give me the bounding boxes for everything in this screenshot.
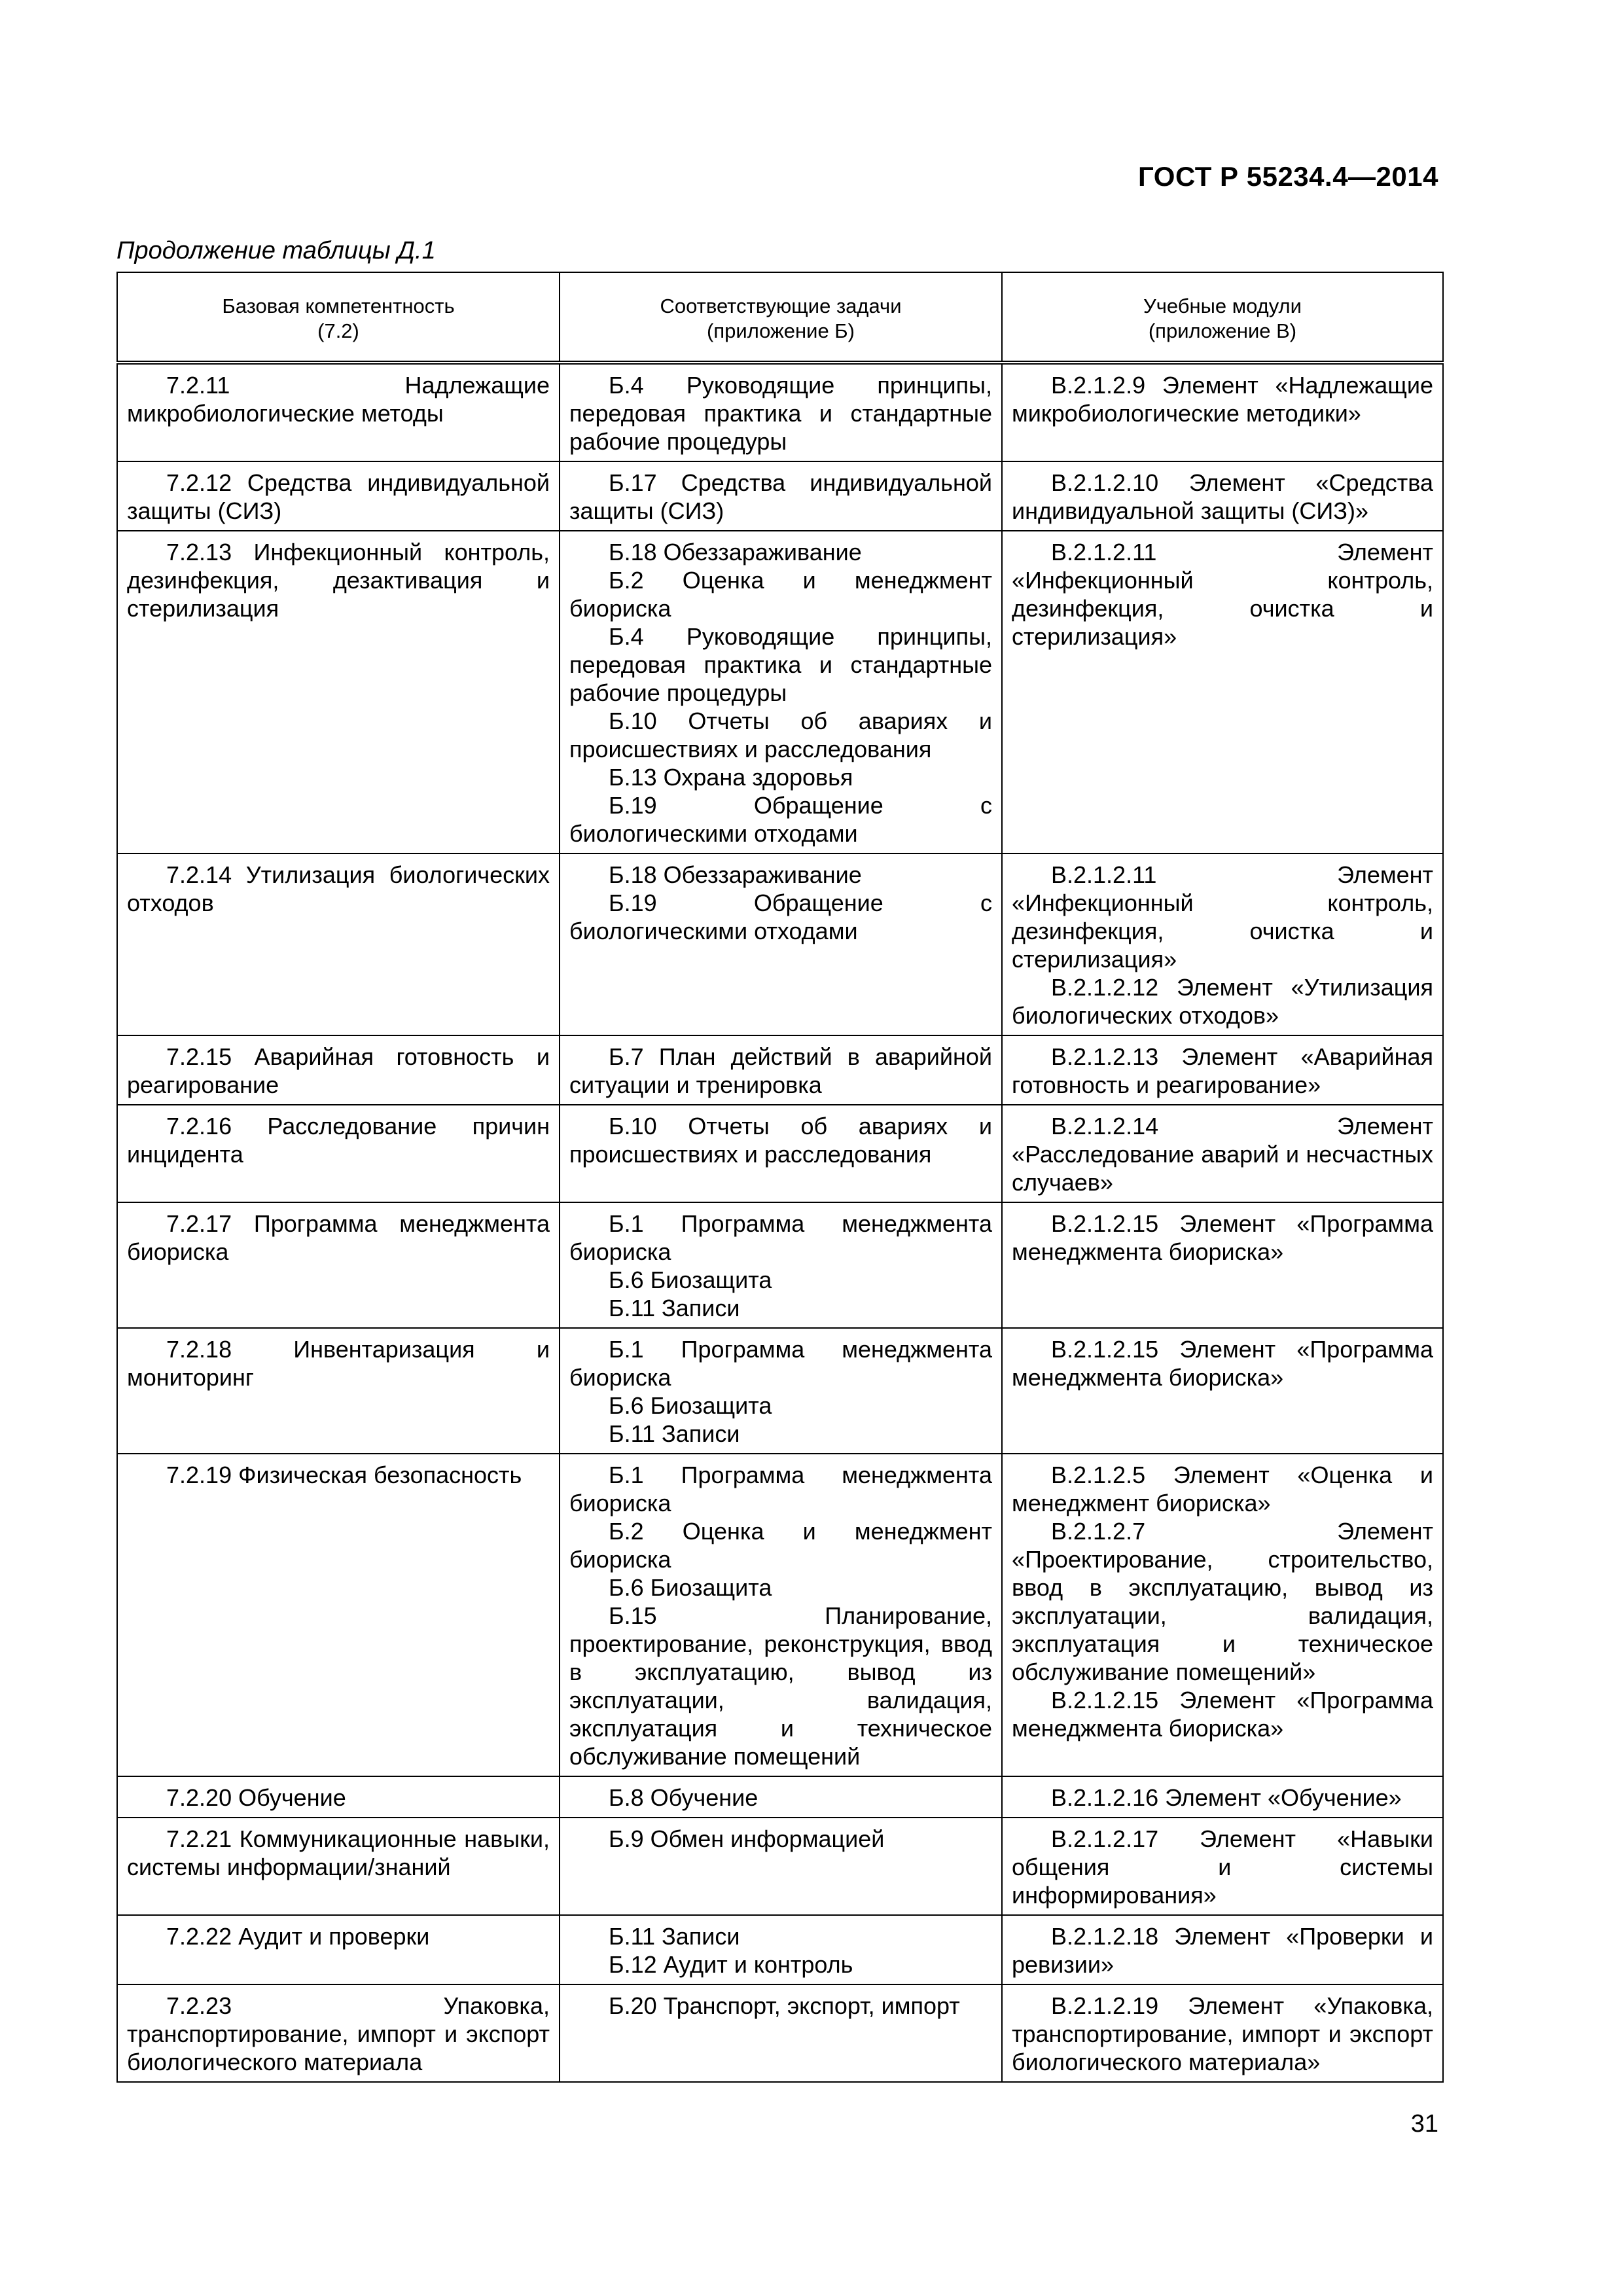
cell-paragraph: В.2.1.2.7 Элемент «Проектирование, строительство, ввод в эксплуатацию, вывод из эксплуатации, валидация, эксплуатация и техническое обслуживание помещений» bbox=[1012, 1518, 1433, 1685]
header-line: Учебные модули bbox=[1143, 295, 1302, 317]
competence-cell bbox=[117, 1202, 560, 1328]
tasks-cell bbox=[560, 1035, 1002, 1105]
tasks-cell bbox=[560, 1105, 1002, 1202]
cell-paragraph: Б.6 Биозащита bbox=[609, 1574, 772, 1601]
cell-paragraph: 7.2.18 Инвентаризация и мониторинг bbox=[127, 1336, 550, 1391]
cell-paragraph: Б.11 Записи bbox=[609, 1420, 740, 1447]
cell-paragraph: 7.2.14 Утилизация биологических отходов bbox=[127, 861, 550, 916]
competence-cell bbox=[117, 1818, 560, 1915]
cell-paragraph: Б.19 Обращение с биологическими отходами bbox=[569, 889, 992, 944]
cell-paragraph: 7.2.13 Инфекционный контроль, дезинфекция, дезактивация и стерилизация bbox=[127, 539, 550, 622]
cell-paragraph: Б.17 Средства индивидуальной защиты (СИЗ) bbox=[569, 469, 992, 524]
cell-paragraph: 7.2.23 Упаковка, транспортирование, импорт и экспорт биологического материала bbox=[127, 1992, 550, 2075]
tasks-cell bbox=[560, 1454, 1002, 1776]
table-row bbox=[117, 461, 1443, 531]
cell-paragraph: Б.4 Руководящие принципы, передовая практика и стандартные рабочие процедуры bbox=[569, 372, 992, 455]
cell-paragraph: В.2.1.2.15 Элемент «Программа менеджмента биориска» bbox=[1012, 1687, 1433, 1742]
document-standard-title: ГОСТ Р 55234.4—2014 bbox=[1138, 161, 1438, 192]
table-row bbox=[117, 1776, 1443, 1818]
header-line: (приложение Б) bbox=[707, 319, 855, 342]
header-training-modules bbox=[1002, 272, 1443, 363]
modules-cell bbox=[1002, 1035, 1443, 1105]
header-line: (приложение В) bbox=[1148, 319, 1297, 342]
cell-paragraph: В.2.1.2.11 Элемент «Инфекционный контроль, дезинфекция, очистка и стерилизация» bbox=[1012, 539, 1433, 650]
cell-paragraph: Б.2 Оценка и менеджмент биориска bbox=[569, 567, 992, 622]
cell-paragraph: Б.15 Планирование, проектирование, реконструкция, ввод в эксплуатацию, вывод из эксплуатации, валидация, эксплуатация и техническое обслуживание помещений bbox=[569, 1602, 992, 1770]
competence-cell bbox=[117, 1984, 560, 2082]
cell-paragraph: В.2.1.2.16 Элемент «Обучение» bbox=[1051, 1784, 1402, 1811]
modules-cell bbox=[1002, 1105, 1443, 1202]
table-row bbox=[117, 531, 1443, 853]
cell-paragraph: В.2.1.2.19 Элемент «Упаковка, транспортирование, импорт и экспорт биологического материала» bbox=[1012, 1992, 1433, 2075]
tasks-cell bbox=[560, 1818, 1002, 1915]
table-row bbox=[117, 1328, 1443, 1454]
cell-paragraph: В.2.1.2.12 Элемент «Утилизация биологических отходов» bbox=[1012, 974, 1433, 1029]
table-row bbox=[117, 1105, 1443, 1202]
competence-cell bbox=[117, 1776, 560, 1818]
table-row bbox=[117, 1035, 1443, 1105]
cell-paragraph: В.2.1.2.14 Элемент «Расследование аварий и несчастных случаев» bbox=[1012, 1113, 1433, 1196]
tasks-cell bbox=[560, 1202, 1002, 1328]
table-row bbox=[117, 1915, 1443, 1984]
cell-paragraph: В.2.1.2.18 Элемент «Проверки и ревизии» bbox=[1012, 1923, 1433, 1978]
page-number: 31 bbox=[1410, 2110, 1438, 2138]
tasks-cell bbox=[560, 363, 1002, 461]
modules-cell bbox=[1002, 1328, 1443, 1454]
cell-paragraph: Б.18 Обеззараживание bbox=[609, 861, 862, 888]
cell-paragraph: 7.2.12 Средства индивидуальной защиты (СИЗ) bbox=[127, 469, 550, 524]
table-row bbox=[117, 1818, 1443, 1915]
cell-paragraph: Б.8 Обучение bbox=[609, 1784, 758, 1811]
cell-paragraph: Б.1 Программа менеджмента биориска bbox=[569, 1336, 992, 1391]
cell-paragraph: Б.2 Оценка и менеджмент биориска bbox=[569, 1518, 992, 1573]
competence-cell bbox=[117, 1454, 560, 1776]
modules-cell bbox=[1002, 1776, 1443, 1818]
header-basic-competence bbox=[117, 272, 560, 363]
cell-paragraph: В.2.1.2.10 Элемент «Средства индивидуальной защиты (СИЗ)» bbox=[1012, 469, 1433, 524]
modules-cell bbox=[1002, 1818, 1443, 1915]
cell-paragraph: Б.1 Программа менеджмента биориска bbox=[569, 1210, 992, 1265]
tasks-cell bbox=[560, 1915, 1002, 1984]
cell-paragraph: 7.2.20 Обучение bbox=[166, 1784, 346, 1811]
tasks-cell bbox=[560, 853, 1002, 1035]
cell-paragraph: 7.2.15 Аварийная готовность и реагирование bbox=[127, 1043, 550, 1098]
competence-cell bbox=[117, 1105, 560, 1202]
competence-cell bbox=[117, 853, 560, 1035]
cell-paragraph: Б.12 Аудит и контроль bbox=[609, 1951, 853, 1978]
cell-paragraph: В.2.1.2.15 Элемент «Программа менеджмента биориска» bbox=[1012, 1210, 1433, 1265]
tasks-cell bbox=[560, 461, 1002, 531]
table-row bbox=[117, 363, 1443, 461]
cell-paragraph: Б.11 Записи bbox=[609, 1295, 740, 1321]
header-line: Базовая компетентность bbox=[222, 295, 455, 317]
tasks-cell bbox=[560, 1776, 1002, 1818]
competence-cell bbox=[117, 461, 560, 531]
table-row bbox=[117, 1984, 1443, 2082]
header-line: Соответствующие задачи bbox=[660, 295, 902, 317]
cell-paragraph: 7.2.19 Физическая безопасность bbox=[166, 1462, 522, 1488]
cell-paragraph: Б.11 Записи bbox=[609, 1923, 740, 1950]
cell-paragraph: 7.2.21 Коммуникационные навыки, системы информации/знаний bbox=[127, 1825, 550, 1880]
cell-paragraph: Б.20 Транспорт, экспорт, импорт bbox=[609, 1992, 960, 2019]
cell-paragraph: В.2.1.2.5 Элемент «Оценка и менеджмент биориска» bbox=[1012, 1462, 1433, 1516]
cell-paragraph: Б.10 Отчеты об авариях и происшествиях и расследования bbox=[569, 1113, 992, 1168]
table-header-row bbox=[117, 272, 1443, 363]
cell-paragraph: Б.18 Обеззараживание bbox=[609, 539, 862, 565]
header-related-tasks bbox=[560, 272, 1002, 363]
cell-paragraph: В.2.1.2.13 Элемент «Аварийная готовность и реагирование» bbox=[1012, 1043, 1433, 1098]
competence-cell bbox=[117, 1328, 560, 1454]
table-row bbox=[117, 1454, 1443, 1776]
cell-paragraph: 7.2.22 Аудит и проверки bbox=[166, 1923, 430, 1950]
cell-paragraph: Б.6 Биозащита bbox=[609, 1392, 772, 1419]
cell-paragraph: В.2.1.2.17 Элемент «Навыки общения и системы информирования» bbox=[1012, 1825, 1433, 1909]
cell-paragraph: В.2.1.2.15 Элемент «Программа менеджмента биориска» bbox=[1012, 1336, 1433, 1391]
table-caption: Продолжение таблицы Д.1 bbox=[116, 237, 436, 264]
cell-paragraph: Б.6 Биозащита bbox=[609, 1266, 772, 1293]
tasks-cell bbox=[560, 1984, 1002, 2082]
cell-paragraph: 7.2.17 Программа менеджмента биориска bbox=[127, 1210, 550, 1265]
competency-table bbox=[116, 272, 1444, 2083]
cell-paragraph: Б.4 Руководящие принципы, передовая практика и стандартные рабочие процедуры bbox=[569, 623, 992, 706]
modules-cell bbox=[1002, 461, 1443, 531]
competence-cell bbox=[117, 531, 560, 853]
competence-cell bbox=[117, 363, 560, 461]
competence-cell bbox=[117, 1915, 560, 1984]
modules-cell bbox=[1002, 363, 1443, 461]
modules-cell bbox=[1002, 1454, 1443, 1776]
cell-paragraph: Б.7 План действий в аварийной ситуации и тренировка bbox=[569, 1043, 992, 1098]
modules-cell bbox=[1002, 1915, 1443, 1984]
cell-paragraph: В.2.1.2.11 Элемент «Инфекционный контроль, дезинфекция, очистка и стерилизация» bbox=[1012, 861, 1433, 973]
header-line: (7.2) bbox=[317, 319, 359, 342]
table-row bbox=[117, 853, 1443, 1035]
cell-paragraph: Б.1 Программа менеджмента биориска bbox=[569, 1462, 992, 1516]
cell-paragraph: Б.9 Обмен информацией bbox=[609, 1825, 885, 1852]
cell-paragraph: Б.13 Охрана здоровья bbox=[609, 764, 853, 791]
cell-paragraph: 7.2.16 Расследование причин инцидента bbox=[127, 1113, 550, 1168]
table-body bbox=[117, 363, 1443, 2082]
tasks-cell bbox=[560, 531, 1002, 853]
modules-cell bbox=[1002, 1984, 1443, 2082]
cell-paragraph: Б.10 Отчеты об авариях и происшествиях и расследования bbox=[569, 708, 992, 762]
modules-cell bbox=[1002, 853, 1443, 1035]
modules-cell bbox=[1002, 1202, 1443, 1328]
cell-paragraph: 7.2.11 Надлежащие микробиологические методы bbox=[127, 372, 550, 427]
competence-cell bbox=[117, 1035, 560, 1105]
table-row bbox=[117, 1202, 1443, 1328]
modules-cell bbox=[1002, 531, 1443, 853]
cell-paragraph: Б.19 Обращение с биологическими отходами bbox=[569, 792, 992, 847]
cell-paragraph: В.2.1.2.9 Элемент «Надлежащие микробиологические методики» bbox=[1012, 372, 1433, 427]
tasks-cell bbox=[560, 1328, 1002, 1454]
